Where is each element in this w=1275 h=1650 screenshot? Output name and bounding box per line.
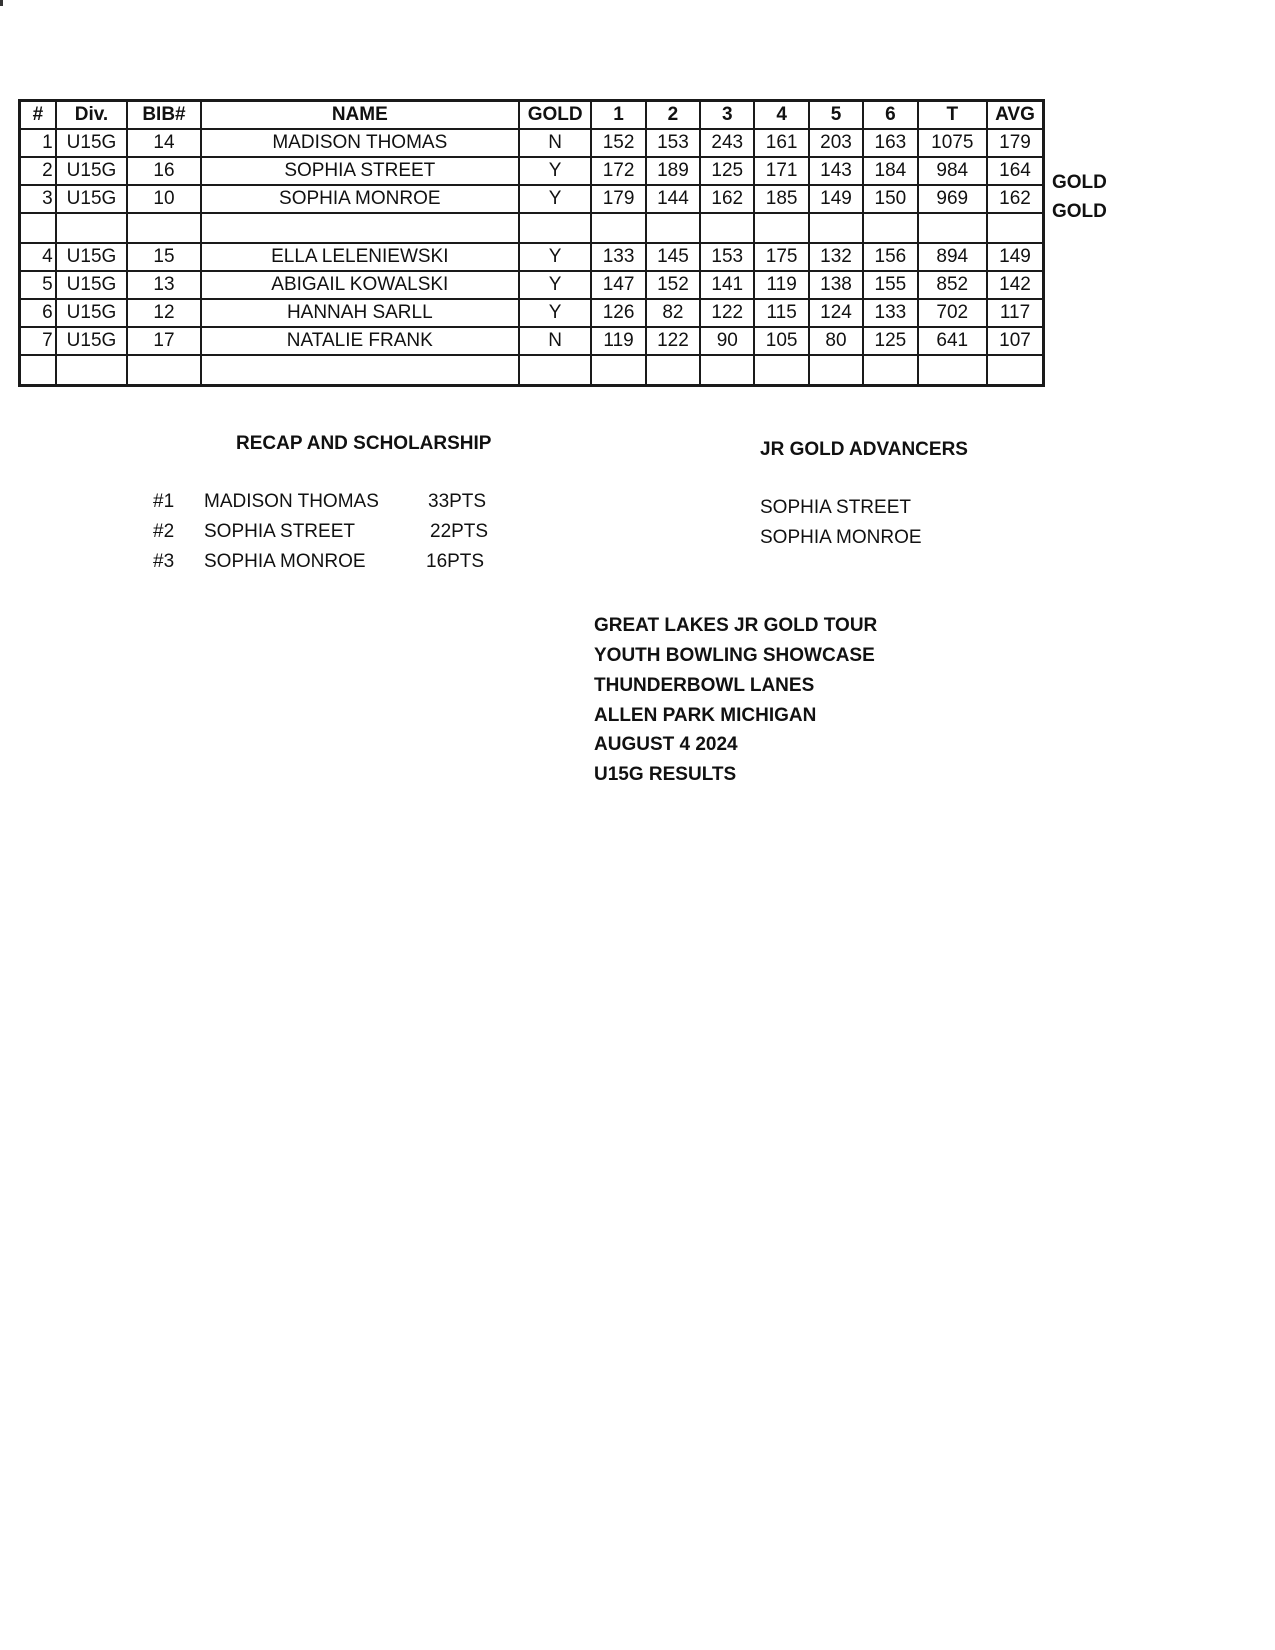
gold-note: GOLD	[1052, 172, 1107, 193]
cell-game-1: 126	[591, 299, 645, 327]
cell-game-5: 138	[809, 271, 863, 299]
blank-row	[20, 213, 1044, 243]
cell-game-5: 124	[809, 299, 863, 327]
recap-points: 22PTS	[430, 521, 489, 542]
cell-game-6: 133	[863, 299, 917, 327]
advancer-name: SOPHIA STREET	[760, 497, 911, 518]
cell-bib: 10	[127, 185, 201, 213]
cell-game-6: 150	[863, 185, 917, 213]
recap-points: 33PTS	[428, 491, 487, 512]
header-division: Div.	[56, 101, 127, 130]
table-row	[20, 299, 1044, 327]
cell-game-3: 122	[700, 299, 754, 327]
table-row	[20, 243, 1044, 271]
cell-rank: 5	[20, 271, 56, 299]
cell-game-2: 189	[646, 157, 700, 185]
cell-average: 162	[987, 185, 1044, 213]
cell-bib: 13	[127, 271, 201, 299]
cell-division: U15G	[56, 129, 127, 157]
cell-division: U15G	[56, 327, 127, 355]
cell-game-3: 90	[700, 327, 754, 355]
event-info-line: ALLEN PARK MICHIGAN	[594, 705, 817, 726]
cell-game-1: 152	[591, 129, 645, 157]
cell-game-4: 161	[754, 129, 808, 157]
header-game-3: 3	[700, 101, 754, 130]
results-table	[18, 99, 1045, 387]
recap-points: 16PTS	[426, 551, 485, 572]
cell-game-2: 82	[646, 299, 700, 327]
cell-total: 894	[918, 243, 987, 271]
event-info-line: GREAT LAKES JR GOLD TOUR	[594, 615, 878, 636]
cell-average: 149	[987, 243, 1044, 271]
cell-rank: 1	[20, 129, 56, 157]
cell-game-3: 141	[700, 271, 754, 299]
header-game-5: 5	[809, 101, 863, 130]
cell-division: U15G	[56, 185, 127, 213]
cell-game-5: 143	[809, 157, 863, 185]
cell-game-2: 122	[646, 327, 700, 355]
cell-game-6: 163	[863, 129, 917, 157]
table-row	[20, 129, 1044, 157]
cell-game-5: 203	[809, 129, 863, 157]
cell-gold: N	[519, 129, 591, 157]
event-info-line: YOUTH BOWLING SHOWCASE	[594, 645, 875, 666]
header-game-6: 6	[863, 101, 917, 130]
cell-game-6: 125	[863, 327, 917, 355]
header-rank: #	[20, 101, 56, 130]
recap-title: RECAP AND SCHOLARSHIP	[236, 433, 492, 454]
recap-rank: #3	[153, 551, 175, 572]
cell-game-2: 144	[646, 185, 700, 213]
cell-game-3: 162	[700, 185, 754, 213]
recap-name: MADISON THOMAS	[204, 491, 379, 512]
cell-game-5: 80	[809, 327, 863, 355]
cell-total: 1075	[918, 129, 987, 157]
gold-note: GOLD	[1052, 201, 1107, 222]
header-name: NAME	[201, 101, 519, 130]
cell-gold: Y	[519, 157, 591, 185]
cell-average: 142	[987, 271, 1044, 299]
cell-game-2: 152	[646, 271, 700, 299]
cell-game-5: 132	[809, 243, 863, 271]
cell-average: 179	[987, 129, 1044, 157]
cell-gold: Y	[519, 299, 591, 327]
header-game-1: 1	[591, 101, 645, 130]
cell-game-4: 119	[754, 271, 808, 299]
event-info-line: U15G RESULTS	[594, 764, 737, 785]
cell-gold: N	[519, 327, 591, 355]
cell-game-1: 172	[591, 157, 645, 185]
cell-game-1: 133	[591, 243, 645, 271]
cell-name: SOPHIA MONROE	[201, 185, 519, 213]
cell-bib: 15	[127, 243, 201, 271]
cell-game-4: 185	[754, 185, 808, 213]
cell-total: 852	[918, 271, 987, 299]
cell-name: NATALIE FRANK	[201, 327, 519, 355]
cell-division: U15G	[56, 243, 127, 271]
scan-artifact	[0, 0, 3, 6]
cell-game-1: 119	[591, 327, 645, 355]
cell-average: 107	[987, 327, 1044, 355]
event-info-line: AUGUST 4 2024	[594, 734, 738, 755]
cell-rank: 7	[20, 327, 56, 355]
cell-average: 164	[987, 157, 1044, 185]
table-row	[20, 157, 1044, 185]
cell-name: ABIGAIL KOWALSKI	[201, 271, 519, 299]
cell-gold: Y	[519, 271, 591, 299]
cell-rank: 2	[20, 157, 56, 185]
cell-total: 702	[918, 299, 987, 327]
cell-game-3: 153	[700, 243, 754, 271]
header-game-4: 4	[754, 101, 808, 130]
header-average: AVG	[987, 101, 1044, 130]
cell-name: MADISON THOMAS	[201, 129, 519, 157]
cell-game-4: 175	[754, 243, 808, 271]
cell-game-6: 184	[863, 157, 917, 185]
table-row	[20, 271, 1044, 299]
event-info-line: THUNDERBOWL LANES	[594, 675, 815, 696]
cell-game-5: 149	[809, 185, 863, 213]
recap-name: SOPHIA STREET	[204, 521, 355, 542]
cell-bib: 17	[127, 327, 201, 355]
cell-game-2: 145	[646, 243, 700, 271]
header-gold: GOLD	[519, 101, 591, 130]
cell-game-2: 153	[646, 129, 700, 157]
cell-division: U15G	[56, 157, 127, 185]
header-total: T	[918, 101, 987, 130]
cell-game-3: 125	[700, 157, 754, 185]
cell-bib: 14	[127, 129, 201, 157]
cell-game-4: 171	[754, 157, 808, 185]
cell-rank: 4	[20, 243, 56, 271]
table-row	[20, 327, 1044, 355]
recap-name: SOPHIA MONROE	[204, 551, 366, 572]
cell-game-3: 243	[700, 129, 754, 157]
cell-average: 117	[987, 299, 1044, 327]
header-bib: BIB#	[127, 101, 201, 130]
cell-bib: 16	[127, 157, 201, 185]
cell-total: 984	[918, 157, 987, 185]
cell-game-6: 156	[863, 243, 917, 271]
cell-game-4: 115	[754, 299, 808, 327]
advancer-name: SOPHIA MONROE	[760, 527, 922, 548]
recap-rank: #2	[153, 521, 175, 542]
cell-division: U15G	[56, 299, 127, 327]
blank-row	[20, 355, 1044, 386]
cell-game-4: 105	[754, 327, 808, 355]
cell-gold: Y	[519, 185, 591, 213]
cell-name: HANNAH SARLL	[201, 299, 519, 327]
table-row	[20, 185, 1044, 213]
advancers-title: JR GOLD ADVANCERS	[760, 439, 968, 460]
cell-total: 641	[918, 327, 987, 355]
cell-gold: Y	[519, 243, 591, 271]
cell-rank: 6	[20, 299, 56, 327]
cell-total: 969	[918, 185, 987, 213]
cell-division: U15G	[56, 271, 127, 299]
header-row	[20, 101, 1044, 130]
header-game-2: 2	[646, 101, 700, 130]
cell-bib: 12	[127, 299, 201, 327]
cell-game-1: 179	[591, 185, 645, 213]
cell-rank: 3	[20, 185, 56, 213]
cell-name: SOPHIA STREET	[201, 157, 519, 185]
cell-name: ELLA LELENIEWSKI	[201, 243, 519, 271]
cell-game-6: 155	[863, 271, 917, 299]
cell-game-1: 147	[591, 271, 645, 299]
recap-rank: #1	[153, 491, 175, 512]
